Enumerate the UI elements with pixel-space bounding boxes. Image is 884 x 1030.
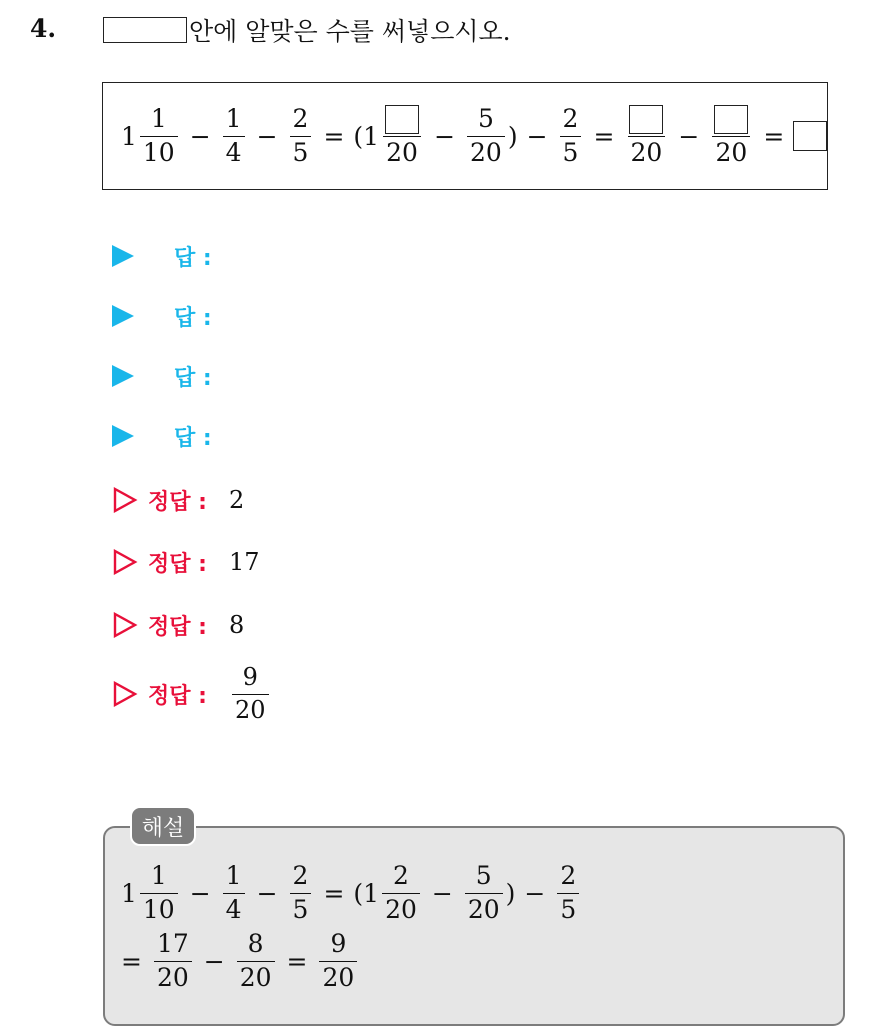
denominator: 20 (628, 136, 666, 168)
denominator: 4 (223, 136, 245, 168)
blank-box-4 (793, 121, 827, 151)
whole-number: 1 (121, 121, 137, 151)
answer-key-label: 정답 : (148, 551, 207, 577)
denominator: 20 (319, 961, 357, 993)
numerator: 5 (477, 103, 494, 133)
denominator: 10 (140, 893, 178, 925)
equals-sign: = (323, 878, 345, 908)
outline-triangle-icon (112, 487, 138, 513)
numerator-blank (626, 105, 666, 136)
answer-label: 답 : (174, 245, 212, 271)
denominator: 20 (382, 893, 420, 925)
fraction (223, 105, 245, 168)
numerator-blank (711, 105, 751, 136)
answer-row-1 (112, 236, 212, 276)
answer-label: 답 : (174, 425, 212, 451)
fraction (382, 862, 420, 925)
numerator: 17 (156, 929, 189, 958)
fraction (154, 930, 192, 993)
fraction-blank (626, 105, 666, 168)
minus-sign: − (678, 121, 700, 151)
numerator: 9 (330, 929, 347, 958)
fraction (467, 105, 505, 168)
numerator: 2 (562, 103, 579, 133)
minus-sign: − (256, 878, 278, 908)
denominator: 5 (290, 136, 312, 168)
numerator: 2 (393, 861, 409, 890)
numerator: 5 (475, 861, 492, 890)
answer-key-value: 8 (228, 611, 245, 639)
fraction (290, 862, 312, 925)
numerator: 2 (560, 861, 577, 890)
solution-tab: 해설 (130, 806, 196, 846)
denominator: 20 (232, 694, 269, 725)
equals-sign: = (286, 946, 308, 976)
answer-label: 답 : (174, 365, 212, 391)
answer-key-row-3 (112, 605, 244, 645)
numerator: 1 (225, 861, 242, 890)
minus-sign: − (524, 878, 546, 908)
answer-key-label: 정답 : (148, 614, 207, 640)
numerator: 1 (225, 103, 242, 133)
minus-sign: − (189, 878, 211, 908)
numerator: 2 (292, 861, 309, 890)
outline-triangle-icon (112, 681, 138, 707)
fraction (237, 930, 275, 993)
numerator: 1 (150, 861, 167, 890)
answer-key-value: 17 (228, 548, 260, 576)
solution-line-2 (121, 930, 360, 993)
fraction (290, 105, 312, 168)
play-triangle-icon (112, 245, 134, 267)
denominator: 5 (560, 136, 582, 168)
numerator: 1 (150, 103, 167, 133)
outline-triangle-icon (112, 549, 138, 575)
answer-blank-box (103, 17, 187, 43)
denominator: 20 (154, 961, 192, 993)
answer-key-label: 정답 : (148, 683, 207, 709)
play-triangle-icon (112, 305, 134, 327)
numerator-blank (382, 105, 422, 136)
answer-key-value: 2 (228, 486, 245, 514)
denominator: 20 (237, 961, 275, 993)
minus-sign: − (203, 946, 225, 976)
answer-label: 답 : (174, 305, 212, 331)
minus-sign: − (431, 878, 453, 908)
fraction-blank (711, 105, 751, 168)
equals-sign: = (121, 946, 142, 976)
answer-key-row-2 (112, 542, 260, 582)
outline-triangle-icon (112, 612, 138, 638)
numerator: 2 (292, 103, 309, 133)
whole-number: 1 (121, 878, 137, 908)
denominator: 20 (383, 136, 421, 168)
solution-line-1 (121, 862, 582, 925)
denominator: 5 (290, 893, 312, 925)
denominator: 5 (557, 893, 579, 925)
minus-sign: − (189, 121, 211, 151)
equals-sign: = (323, 121, 345, 151)
close-paren: ) (505, 878, 516, 908)
fraction (232, 664, 269, 724)
fraction (560, 105, 582, 168)
denominator: 4 (223, 893, 245, 925)
denominator: 20 (467, 136, 505, 168)
close-paren: ) (507, 121, 518, 151)
question-text: 안에 알맞은 수를 써넣으시오. (189, 17, 511, 46)
equals-sign: = (593, 121, 615, 151)
denominator: 10 (140, 136, 178, 168)
blank-box-3 (714, 105, 748, 134)
open-paren: (1 (353, 121, 380, 151)
minus-sign: − (256, 121, 278, 151)
numerator: 9 (242, 662, 258, 691)
minus-sign: − (434, 121, 456, 151)
fraction (140, 105, 178, 168)
numerator: 8 (247, 929, 264, 958)
answer-row-2 (112, 296, 212, 336)
answer-key-row-4 (112, 662, 272, 724)
answer-row-4 (112, 416, 212, 456)
denominator: 20 (465, 893, 503, 925)
question-number: 4. (30, 14, 57, 43)
equation (121, 105, 827, 168)
minus-sign: − (526, 121, 548, 151)
play-triangle-icon (112, 425, 134, 447)
open-paren: (1 (353, 878, 380, 908)
denominator: 20 (712, 136, 750, 168)
fraction (319, 930, 357, 993)
fraction-blank (382, 105, 422, 168)
equation-box (102, 82, 828, 190)
blank-box-1 (385, 105, 419, 134)
fraction (557, 862, 579, 925)
question-line (103, 12, 511, 48)
solution-box (103, 826, 845, 1026)
answer-key-label: 정답 : (148, 489, 207, 515)
answer-row-3 (112, 356, 212, 396)
play-triangle-icon (112, 365, 134, 387)
fraction (223, 862, 245, 925)
answer-key-row-1 (112, 480, 244, 520)
fraction (465, 862, 503, 925)
answer-key-value (229, 664, 272, 724)
blank-box-2 (629, 105, 663, 134)
fraction (140, 862, 178, 925)
equals-sign: = (763, 121, 785, 151)
